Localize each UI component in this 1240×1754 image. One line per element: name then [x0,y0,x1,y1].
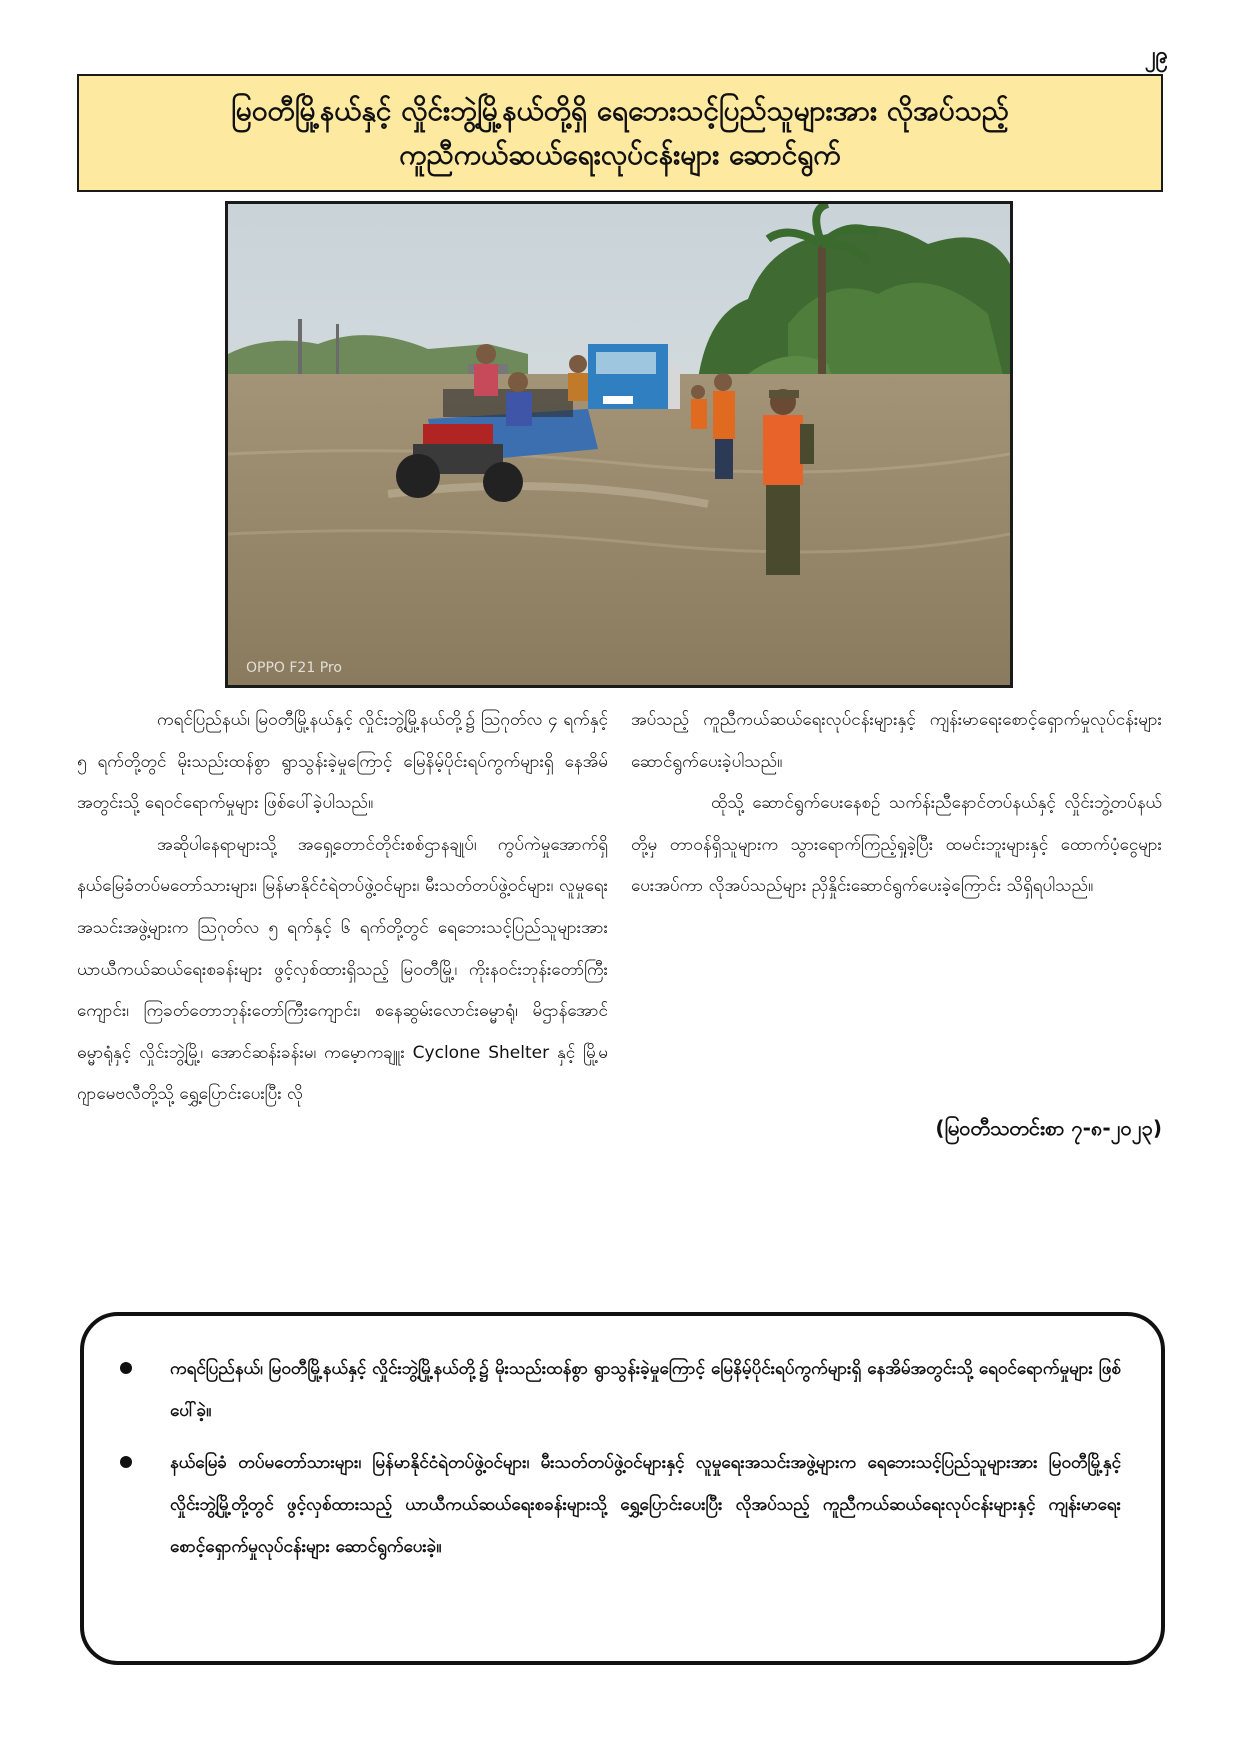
bullet-icon [120,1362,132,1374]
photo-watermark: OPPO F21 Pro [246,660,342,676]
title-line-1: မြဝတီမြို့နယ်နှင့် လှိုင်းဘွဲ့မြို့နယ်တို့ရှိ ရေဘေးသင့်ပြည်သူများအား လိုအပ်သည့် [231,94,1009,127]
article-paragraph-1: ကရင်ပြည်နယ်၊ မြဝတီမြို့နယ်နှင့် လှိုင်းဘွဲ့မြို့နယ်တို့၌ ဩဂုတ်လ ၄ ရက်နှင့် ၅ ရက်တို့တွင် မိုးသည်းထန်စွာ ရွာသွန်းခဲ့မှုကြောင့် မြေနိမ့်ပိုင်းရပ်ကွက်များရှိ နေအိမ်အတွင်းသို့ ရေဝင်ရောက်မှုများ ဖြစ်ပေါ်ခဲ့ပါသည်။ [77,710,608,814]
summary-item-text: နယ်မြေခံ တပ်မတော်သားများ၊ မြန်မာနိုင်ငံရဲတပ်ဖွဲ့ဝင်များ၊ မီးသတ်တပ်ဖွဲ့ဝင်များနှင့် လူမှုရေးအသင်းအဖွဲ့များက ရေဘေးသင့်ပြည်သူများအား မြဝတီမြို့နှင့် လှိုင်းဘွဲ့မြို့တို့တွင် ဖွင့်လှစ်ထားသည့် ယာယီကယ်ဆယ်ရေးစခန်းများသို့ ရွှေ့ပြောင်းပေးပြီး လိုအပ်သည့် ကူညီကယ်ဆယ်ရေးလုပ်ငန်းများနှင့် ကျန်းမာရေးစောင့်ရှောက်မှုလုပ်ငန်းများ ဆောင်ရွက်ပေးခဲ့။ [170,1453,1121,1557]
summary-item-text: ကရင်ပြည်နယ်၊ မြဝတီမြို့နယ်နှင့် လှိုင်းဘွဲ့မြို့နယ်တို့၌ မိုးသည်းထန်စွာ ရွာသွန်းခဲ့မှုကြောင့် မြေနိမ့်ပိုင်းရပ်ကွက်များရှိ နေအိမ်အတွင်းသို့ ရေဝင်ရောက်မှုများ ဖြစ်ပေါ်ခဲ့။ [170,1359,1121,1421]
bullet-icon [120,1456,132,1468]
summary-box [80,1312,1165,1665]
article-paragraph-2: အဆိုပါနေရာများသို့ အရှေ့တောင်တိုင်းစစ်ဌာနချုပ်၊ ကွပ်ကဲမှုအောက်ရှိ နယ်မြေခံတပ်မတော်သားများ၊ မြန်မာနိုင်ငံရဲတပ်ဖွဲ့ဝင်များ၊ မီးသတ်တပ်ဖွဲ့ဝင်များ၊ လူမှုရေးအသင်းအဖွဲ့များက ဩဂုတ်လ ၅ ရက်နှင့် ၆ ရက်တို့တွင် ရေဘေးသင့်ပြည်သူများအား ယာယီကယ်ဆယ်ရေးစခန်းများ ဖွင့်လှစ်ထားရှိသည့် မြဝတီမြို့၊ ကိုးနဝင်းဘုန်းတော်ကြီးကျောင်း၊ ကြခတ်တောဘုန်းတော်ကြီးကျောင်း၊ စနေဆွမ်းလောင်းဓမ္မာရုံ၊ မိဌာန်အောင်ဓမ္မာရုံနှင့် လှိုင်းဘွဲ့မြို့၊ အောင်ဆန်းခန်းမ၊ ကမေ့ာကချူး Cyclone Shelter နှင့် မြို့မဂျာမေဗလီတို့သို့ ရွှေ့ပြောင်းပေးပြီး လို [77,834,608,1105]
article-paragraph-2-continued: အပ်သည့် ကူညီကယ်ဆယ်ရေးလုပ်ငန်းများနှင့် ကျန်းမာရေးစောင့်ရှောက်မှုလုပ်ငန်းများ ဆောင်ရွက်ပေးခဲ့ပါသည်။ [631,710,1162,772]
article-source: (မြဝတီသတင်းစာ ၇-၈-၂၀၂၃) [935,1116,1162,1140]
summary-list [112,1348,1121,1568]
article-right-column [631,700,1162,908]
article-left-column [77,700,608,1116]
article-title-banner [77,74,1163,192]
summary-item [112,1442,1121,1568]
title-line-2: ကူညီကယ်ဆယ်ရေးလုပ်ငန်းများ ဆောင်ရွက် [399,138,841,171]
article-paragraph-3: ထိုသို့ ဆောင်ရွက်ပေးနေစဉ် သက်န်းညီနောင်တပ်နယ်နှင့် လှိုင်းဘွဲ့တပ်နယ်တို့မှ တာဝန်ရှိသူများက သွားရောက်ကြည့်ရှုခဲ့ပြီး ထမင်းဘူးများနှင့် ထောက်ပံ့ငွေများပေးအပ်ကာ လိုအပ်သည်များ ညှိနှိုင်းဆောင်ရွက်ပေးခဲ့ကြောင်း သိရှိရပါသည်။ [631,793,1162,897]
summary-item [112,1348,1121,1432]
flood-rescue-photo [225,201,1013,688]
page-number: ၂၉ [1144,43,1168,68]
